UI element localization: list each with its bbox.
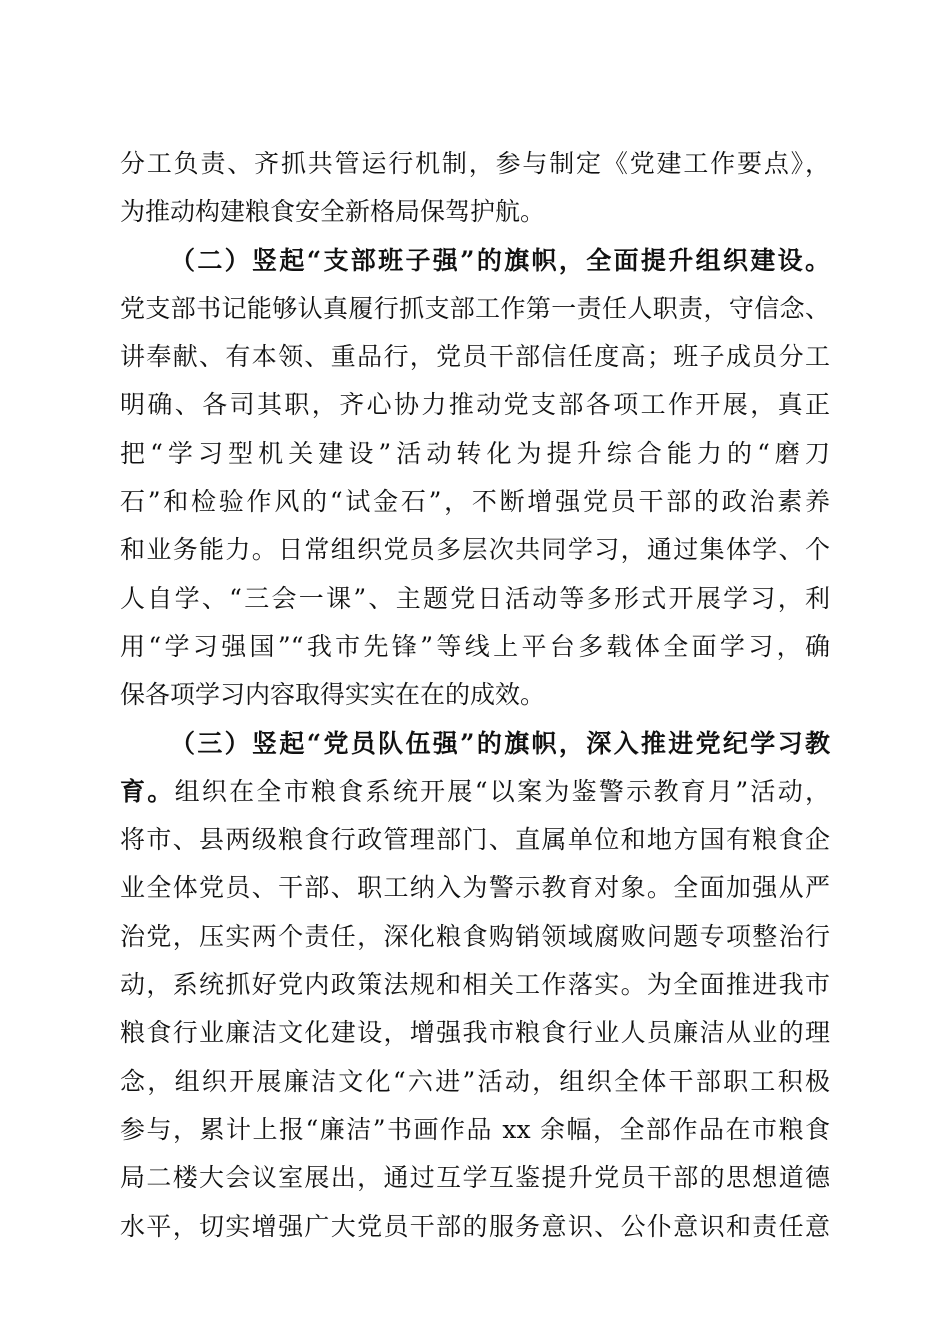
section-heading-3: （三）竖起“党员队伍强”的旗帜，深入推进党纪学习教: [170, 728, 830, 758]
text-line-15: 将市、县两级粮食行政管理部门、直属单位和地方国有粮食企: [120, 825, 830, 855]
text-line-22: 局二楼大会议室展出，通过互学互鉴提升党员干部的思想道德: [120, 1163, 830, 1193]
text-line-5: 讲奉献、有本领、重品行，党员干部信任度高；班子成员分工: [120, 342, 830, 372]
text-line-12: 保各项学习内容取得实实在在的成效。: [120, 680, 546, 710]
text-line-6: 明确、各司其职，齐心协力推动党支部各项工作开展，真正: [120, 390, 830, 420]
text-line-14: 育。组织在全市粮食系统开展“以案为鉴警示教育月”活动，: [120, 776, 830, 806]
section-heading-2: （二）竖起“支部班子强”的旗帜，全面提升组织建设。: [170, 245, 830, 275]
text-line-18: 动，系统抓好党内政策法规和相关工作落实。为全面推进我市: [120, 970, 830, 1000]
text-line-19: 粮食行业廉洁文化建设，增强我市粮食行业人员廉洁从业的理: [120, 1018, 830, 1048]
text-line-16: 业全体党员、干部、职工纳入为警示教育对象。全面加强从严: [120, 873, 830, 903]
text-line-2: 为推动构建粮食安全新格局保驾护航。: [120, 197, 546, 227]
text-line-1: 分工负责、齐抓共管运行机制，参与制定《党建工作要点》，: [120, 149, 830, 178]
text-line-23: 水平，切实增强广大党员干部的服务意识、公仆意识和责任意: [120, 1211, 830, 1241]
text-line-8: 石”和检验作风的“试金石”，不断增强党员干部的政治素养: [120, 487, 830, 517]
text-line-4: 党支部书记能够认真履行抓支部工作第一责任人职责，守信念、: [120, 293, 830, 323]
text-line-21: 参与，累计上报“廉洁”书画作品 xx 余幅，全部作品在市粮食: [120, 1114, 830, 1144]
text-line-7: 把“学习型机关建设”活动转化为提升综合能力的“磨刀: [120, 438, 830, 468]
text-line-9: 和业务能力。日常组织党员多层次共同学习，通过集体学、个: [120, 535, 830, 565]
text-line-20: 念，组织开展廉洁文化“六进”活动，组织全体干部职工积极: [120, 1066, 830, 1096]
text-line-11: 用“学习强国”“我市先锋”等线上平台多载体全面学习，确: [120, 631, 830, 661]
text-line-10: 人自学、“三会一课”、主题党日活动等多形式开展学习，利: [120, 583, 830, 613]
body-text: [120, 140, 830, 1251]
text-line-17: 治党，压实两个责任，深化粮食购销领域腐败问题专项整治行: [120, 921, 830, 951]
